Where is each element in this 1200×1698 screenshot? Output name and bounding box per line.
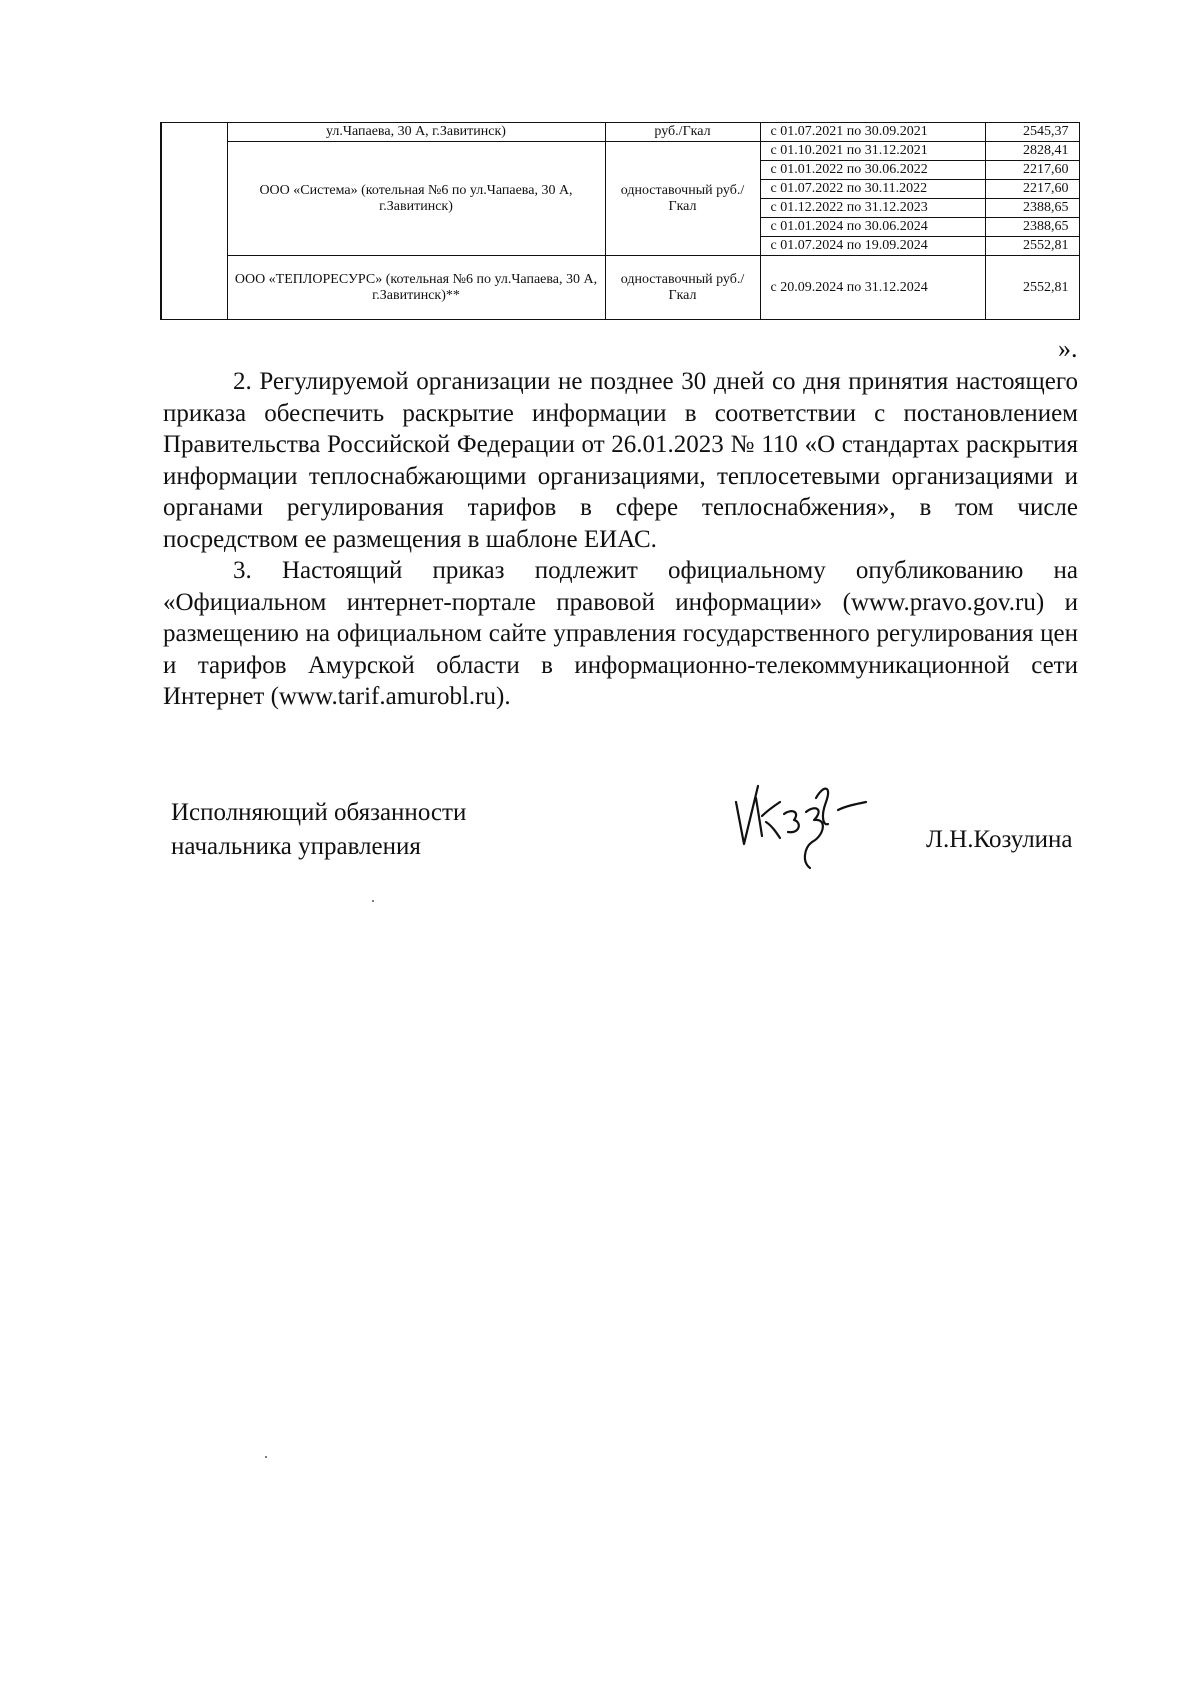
organization-cell: ООО «ТЕПЛОРЕСУРС» (котельная №6 по ул.Чапаева, 30 А, г.Завитинск)**: [227, 256, 605, 320]
paragraph-3: 3. Настоящий приказ подлежит официальному опубликованию на «Официальном интернет-портале правовой информации» (www.pravo.gov.ru) и размещению на официальном сайте управления государственного регулирования цен и тарифов Амурской области в информационно-телекоммуникационной сети Интернет (www.tarif.amurobl.ru).: [163, 557, 1078, 710]
unit-cell: одноставочный руб./Гкал: [605, 142, 760, 256]
period-cell: с 01.01.2024 по 30.06.2024: [760, 218, 985, 237]
period-cell: с 01.07.2022 по 30.11.2022: [760, 180, 985, 199]
unit-cell: одноставочный руб./Гкал: [605, 256, 760, 320]
value-cell: 2217,60: [985, 180, 1079, 199]
signatory-name: Л.Н.Козулина: [926, 826, 1073, 853]
value-cell: 2388,65: [985, 199, 1079, 218]
closing-quote: ».: [1058, 334, 1078, 363]
table-row: [161, 256, 1079, 320]
table-row: [161, 123, 1079, 142]
value-cell: 2552,81: [985, 237, 1079, 256]
period-cell: с 01.12.2022 по 31.12.2023: [760, 199, 985, 218]
scan-speck: [372, 900, 374, 902]
organization-cell: ул.Чапаева, 30 А, г.Завитинск): [227, 123, 605, 142]
period-cell: с 01.07.2024 по 19.09.2024: [760, 237, 985, 256]
tariff-table: [160, 122, 1078, 320]
handwritten-signature: [720, 772, 880, 872]
period-cell: с 01.01.2022 по 30.06.2022: [760, 161, 985, 180]
body-text: [163, 366, 1078, 713]
signatory-position-line-2: начальника управления: [171, 833, 421, 860]
period-cell: с 01.07.2021 по 30.09.2021: [760, 123, 985, 142]
period-cell: с 01.10.2021 по 31.12.2021: [760, 142, 985, 161]
tariff-table-grid: [160, 122, 1080, 320]
value-cell: 2545,37: [985, 123, 1079, 142]
period-cell: с 20.09.2024 по 31.12.2024: [760, 256, 985, 320]
unit-cell: руб./Гкал: [605, 123, 760, 142]
organization-cell: ООО «Система» (котельная №6 по ул.Чапаева, 30 А, г.Завитинск): [227, 142, 605, 256]
scan-speck: [265, 1456, 267, 1458]
value-cell: 2388,65: [985, 218, 1079, 237]
signatory-position: [171, 796, 466, 864]
value-cell: 2217,60: [985, 161, 1079, 180]
value-cell: 2828,41: [985, 142, 1079, 161]
value-cell: 2552,81: [985, 256, 1079, 320]
paragraph-2: 2. Регулируемой организации не позднее 30 дней со дня принятия настоящего приказа обеспечить раскрытие информации в соответствии с постановлением Правительства Российской Федерации от 26.01.2023 № 110 «О стандартах раскрытия информации теплоснабжающими организациями, теплосетевыми организациями и органами регулирования тарифов в сфере теплоснабжения», в том числе посредством ее размещения в шаблоне ЕИАС.: [163, 368, 1078, 553]
blank-cell: [161, 123, 227, 320]
table-row: [161, 142, 1079, 161]
signatory-position-line-1: Исполняющий обязанности: [171, 799, 467, 826]
